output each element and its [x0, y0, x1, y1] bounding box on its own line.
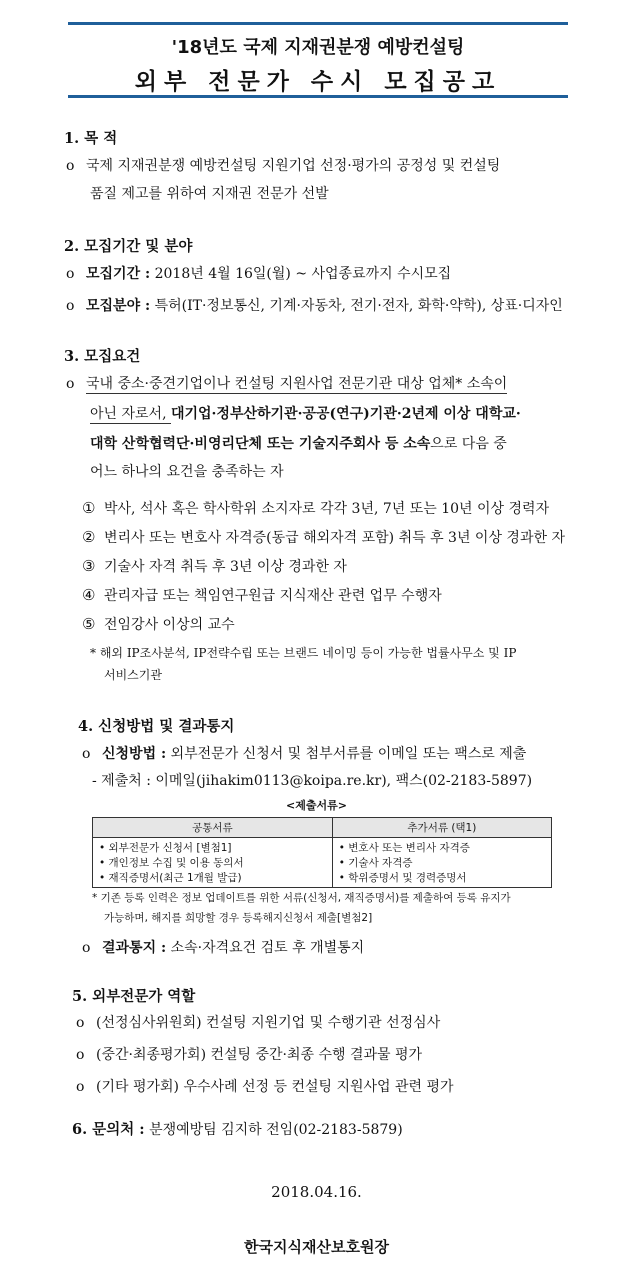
bullet-o: o [82, 746, 91, 762]
common-doc-item: • 재직증명서(최근 1개월 발급) [99, 872, 242, 884]
req-text3a: 대학 산학협력단·비영리단체 또는 기술지주회사 등 소속 [90, 436, 431, 452]
bullet-o: o [76, 1047, 85, 1063]
table-note-line1: * 기존 등록 인력은 정보 업데이트를 위한 서류(신청서, 재직증명서)를 제출하여 등록 유지가 [92, 892, 511, 904]
common-docs-cell [93, 838, 333, 888]
title-line2: 외부 전문가 수시 모집공고 [134, 69, 502, 95]
table-note-line2: 가능하며, 해지를 희망할 경우 등록해지신청서 제출[별첨2] [104, 912, 373, 924]
table-caption: <제출서류> [286, 799, 347, 812]
req-item-2: ② 변리사 또는 변호사 자격증(동급 해외자격 포함) 취득 후 3년 이상 경과한 자 [82, 528, 565, 546]
field-label: 모집분야 : [86, 298, 151, 314]
req-line3 [90, 433, 507, 453]
bullet-o: o [66, 266, 75, 282]
req-text2a: 아닌 자로서, [90, 406, 171, 422]
req-item-3: ③ 기술사 자격 취득 후 3년 이상 경과한 자 [82, 557, 347, 575]
period-line [66, 263, 451, 283]
extra-docs-cell [332, 838, 551, 888]
bullet-o: o [66, 298, 75, 314]
issuing-organization: 한국지식재산보호원장 [244, 1238, 389, 1256]
contact-text: 분쟁예방팀 김지하 전임(02-2183-5879) [149, 1122, 403, 1138]
section1-line1 [66, 155, 500, 175]
req-text3b: 으로 다음 중 [430, 436, 507, 452]
section1-heading: 1. 목 적 [64, 130, 118, 147]
table-head-extra: 추가서류 (택1) [332, 818, 551, 838]
section5-heading: 5. 외부전문가 역할 [72, 988, 196, 1005]
period-text: 2018년 4월 16일(월) ~ 사업종료까지 수시모집 [154, 266, 452, 282]
req-item-1: ① 박사, 석사 혹은 학사학위 소지자로 각각 3년, 7년 또는 10년 이상 경력자 [82, 499, 550, 517]
req-item-5: ⑤ 전임강사 이상의 교수 [82, 615, 235, 633]
role-item-1: o (선정심사위원회) 컨설팅 지원기업 및 수행기관 선정심사 [76, 1015, 441, 1031]
bullet-o: o [76, 1015, 85, 1031]
req-line4: 어느 하나의 요건을 충족하는 자 [90, 464, 284, 480]
extra-doc-item: • 학위증명서 및 경력증명서 [338, 872, 467, 884]
role-item-2: o (중간·최종평가회) 컨설팅 중간·최종 수행 결과물 평가 [76, 1047, 423, 1063]
req-text2b: 대기업·정부산하기관·공공(연구)기관·2년제 이상 대학교· [170, 406, 521, 422]
section3-heading: 3. 모집요건 [64, 348, 141, 365]
section1-line2: 품질 제고를 위하여 지재권 전문가 선발 [90, 186, 329, 202]
req-line1 [66, 373, 507, 393]
req-text1: 국내 중소·중견기업이나 컨설팅 지원사업 전문기관 대상 업체* 소속이 [86, 376, 508, 392]
result-label: 결과통지 : [102, 940, 167, 956]
documents-table [92, 817, 552, 888]
req-item-4: ④ 관리자급 또는 책임연구원급 지식재산 관련 업무 수행자 [82, 586, 442, 604]
contact-line [72, 1118, 403, 1139]
bullet-o: o [76, 1079, 85, 1095]
section4-heading: 4. 신청방법 및 결과통지 [78, 718, 235, 735]
bullet-o: o [82, 940, 91, 956]
req-line2 [90, 403, 521, 423]
title-box [68, 22, 568, 98]
announcement-date: 2018.04.16. [271, 1183, 362, 1201]
role-item-3: o (기타 평가회) 우수사례 선정 등 컨설팅 지원사업 관련 평가 [76, 1079, 454, 1095]
extra-doc-item: • 변호사 또는 변리사 자격증 [338, 842, 470, 854]
bullet-o: o [66, 158, 75, 174]
result-line [82, 937, 364, 957]
method-label: 신청방법 : [102, 746, 167, 762]
method-text: 외부전문가 신청서 및 첨부서류를 이메일 또는 팩스로 제출 [170, 746, 527, 762]
contact-label: 6. 문의처 : [72, 1121, 145, 1138]
field-line [66, 295, 563, 315]
common-doc-item: • 개인정보 수집 및 이용 동의서 [99, 857, 244, 869]
table-head-common: 공통서류 [93, 818, 333, 838]
section2-heading: 2. 모집기간 및 분야 [64, 238, 193, 255]
period-label: 모집기간 : [86, 266, 151, 282]
field-text: 특허(IT·정보통신, 기계·자동차, 전기·전자, 화학·약학), 상표·디자인 [154, 298, 563, 314]
result-text: 소속·자격요건 검토 후 개별통지 [170, 940, 365, 956]
submit-line: - 제출처 : 이메일(jihakim0113@koipa.re.kr), 팩스(02-2183-5897) [92, 773, 533, 789]
title-line1: '18년도 국제 지재권분쟁 예방컨설팅 [171, 37, 465, 58]
extra-doc-item: • 기술사 자격증 [338, 857, 413, 869]
req-note-line2: 서비스기관 [104, 668, 162, 682]
common-doc-item: • 외부전문가 신청서 [별첨1] [99, 842, 232, 854]
bullet-o: o [66, 376, 75, 392]
section1-text1: 국제 지재권분쟁 예방컨설팅 지원기업 선정·평가의 공정성 및 컨설팅 [86, 158, 501, 174]
req-note-line1: * 해외 IP조사분석, IP전략수립 또는 브랜드 네이밍 등이 가능한 법률사무소 및 IP [90, 646, 517, 660]
method-line [82, 743, 526, 763]
